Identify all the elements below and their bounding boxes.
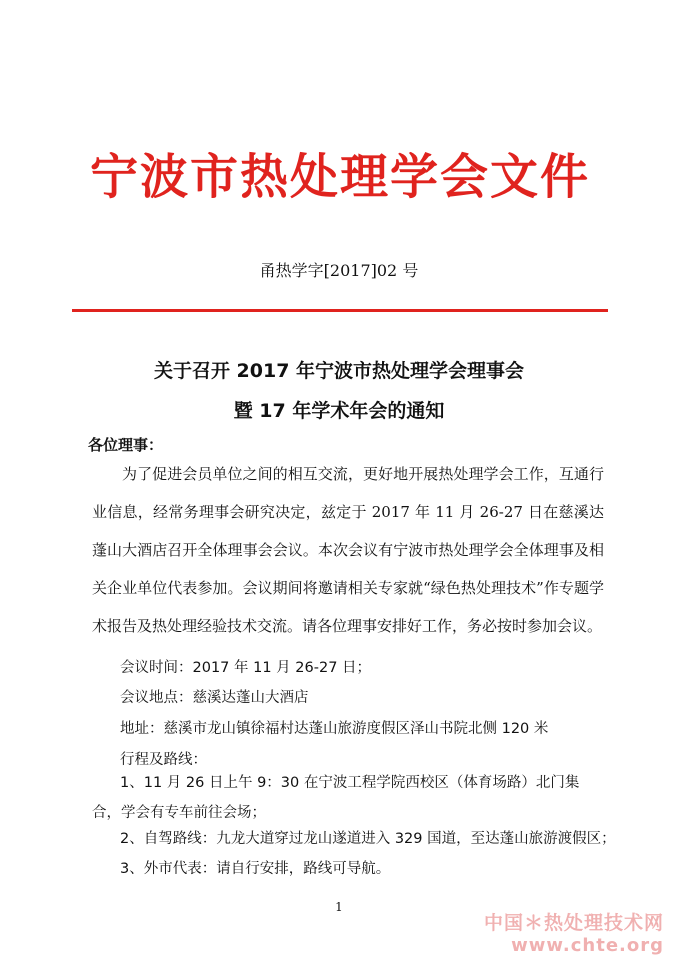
meeting-time: 会议时间：2017 年 11 月 26-27 日；	[120, 660, 372, 676]
org-header-title: 宁波市热处理学会文件	[89, 149, 590, 205]
page-number: 1	[335, 900, 343, 914]
route-item-1: 1、11 月 26 日上午 9：30 在宁波工程学院西校区（体育场路）北门集合，学会有专车前往会场；	[92, 775, 580, 821]
meeting-address: 地址：慈溪市龙山镇徐福村达蓬山旅游度假区泽山书院北侧 120 米	[120, 721, 549, 737]
site-watermark	[484, 908, 664, 956]
notice-title-line-2: 暨 17 年学术年会的通知	[233, 400, 445, 422]
watermark-line-1: 中国＊热处理技术网	[483, 912, 664, 934]
header-red-divider	[72, 309, 608, 312]
meeting-place: 会议地点：慈溪达蓬山大酒店	[120, 690, 309, 706]
body-paragraph: 为了促进会员单位之间的相互交流，更好地开展热处理学会工作，互通行业信息，经常务理事会研究决定，兹定于 2017 年 11 月 26-27 日在慈溪达蓬山大酒店召开全体理事会会议。本次会议有宁波市热处理学会全体理事及相关企业单位代表参加。会议期间将邀请相关专家就“绿色热处理技术”作专题学术报告及热处理经验技术交流。请各位理事安排好工作，务必按时参加会议。	[92, 465, 604, 635]
salutation: 各位理事：	[88, 436, 164, 454]
watermark-line-2: www.chte.org	[511, 935, 664, 956]
route-item-3: 3、外市代表：请自行安排，路线可导航。	[120, 861, 391, 877]
route-item-2: 2、自驾路线：九龙大道穿过龙山遂道进入 329 国道，至达蓬山旅游渡假区；	[120, 831, 616, 847]
route-heading: 行程及路线：	[120, 752, 207, 768]
notice-title-line-1: 关于召开 2017 年宁波市热处理学会理事会	[153, 360, 525, 382]
document-number: 甬热学字[2017]02 号	[259, 261, 419, 280]
